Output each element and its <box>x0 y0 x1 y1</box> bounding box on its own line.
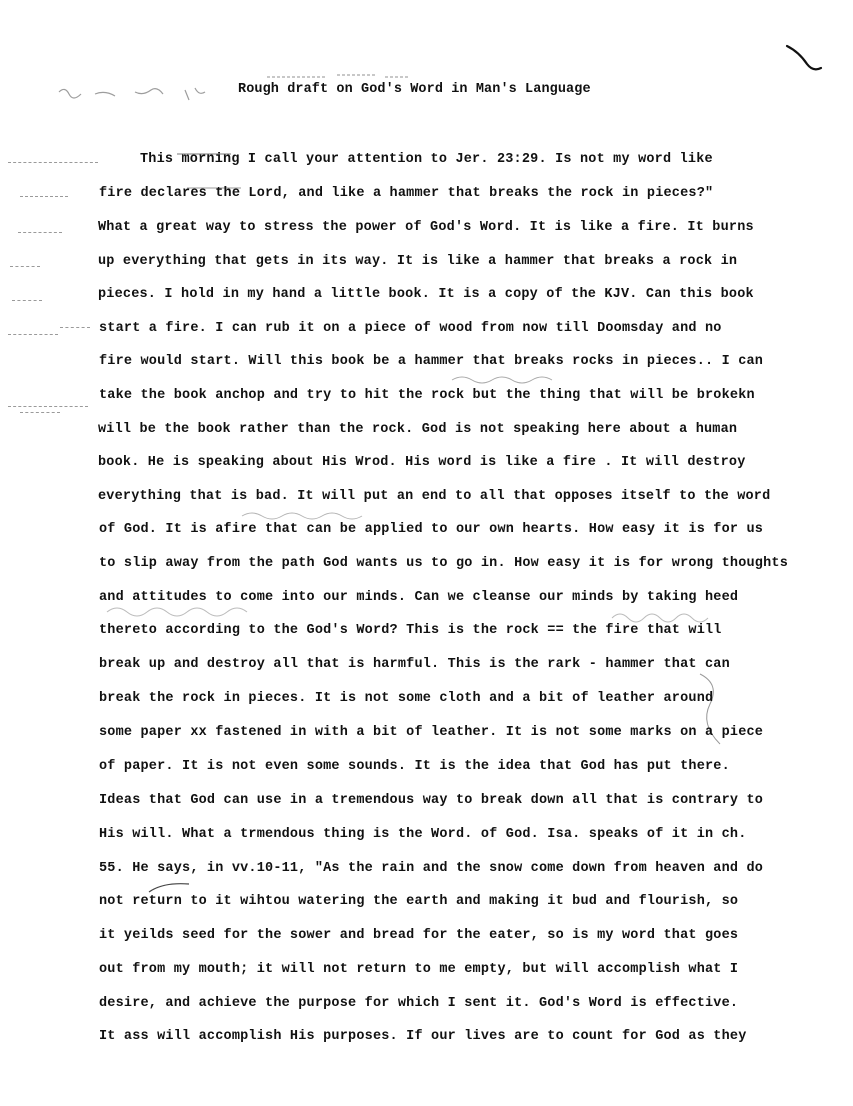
margin-mark <box>8 334 58 335</box>
margin-mark <box>12 300 42 301</box>
faint-handwriting-icon <box>450 372 580 386</box>
text-line: thereto according to the God's Word? This is the rock == the fire that will <box>99 623 722 638</box>
text-line: pieces. I hold in my hand a little book. It is a copy of the KJV. Can this book <box>98 287 754 302</box>
text-line: not return to it wihtou watering the earth and making it bud and flourish, so <box>99 894 739 909</box>
faint-handwriting-icon <box>55 82 225 108</box>
text-line: This morning I call your attention to Jer. 23:29. Is not my word like <box>140 152 713 167</box>
text-line: fire declares the Lord, and like a hammer that breaks the rock in pieces?" <box>99 186 714 201</box>
text-line: fire would start. Will this book be a hammer that breaks rocks in pieces.. I can <box>99 354 764 369</box>
margin-mark <box>8 162 98 163</box>
text-line: book. He is speaking about His Wrod. His word is like a fire . It will destroy <box>98 455 746 470</box>
text-line: break up and destroy all that is harmful. This is the rark - hammer that can <box>99 657 730 672</box>
text-line: it yeilds seed for the sower and bread for the eater, so is my word that goes <box>99 928 739 943</box>
text-line: Ideas that God can use in a tremendous way to break down all that is contrary to <box>99 793 764 808</box>
text-line: desire, and achieve the purpose for which I sent it. God's Word is effective. <box>99 996 739 1011</box>
text-line: start a fire. I can rub it on a piece of wood from now till Doomsday and no <box>99 321 722 336</box>
margin-mark <box>60 327 90 328</box>
margin-mark <box>8 406 88 407</box>
text-line: What a great way to stress the power of God's Word. It is like a fire. It burns <box>98 220 754 235</box>
margin-mark <box>18 232 62 233</box>
text-line: some paper xx fastened in with a bit of leather. It is not some marks on a piece <box>99 725 764 740</box>
faint-handwriting-icon <box>240 508 400 522</box>
margin-mark <box>10 266 40 267</box>
text-line: will be the book rather than the rock. God is not speaking here about a human <box>98 422 738 437</box>
text-line: take the book anchop and try to hit the rock but the thing that will be brokekn <box>99 388 755 403</box>
text-line: out from my mouth; it will not return to me empty, but will accomplish what I <box>99 962 739 977</box>
margin-mark <box>20 412 60 413</box>
margin-mark <box>20 196 68 197</box>
text-line: break the rock in pieces. It is not some cloth and a bit of leather around <box>99 691 714 706</box>
text-line: His will. What a trmendous thing is the Word. of God. Isa. speaks of it in ch. <box>99 827 747 842</box>
text-line: to slip away from the path God wants us to go in. How easy it is for wrong thoughts <box>99 556 789 571</box>
text-line: everything that is bad. It will put an end to all that opposes itself to the word <box>98 489 771 504</box>
text-line: and attitudes to come into our minds. Can we cleanse our minds by taking heed <box>99 590 739 605</box>
text-line: up everything that gets in its way. It is like a hammer that breaks a rock in <box>98 254 738 269</box>
text-line: of paper. It is not even some sounds. It is the idea that God has put there. <box>99 759 730 774</box>
document-title: Rough draft on God's Word in Man's Language <box>238 82 591 97</box>
text-line: 55. He says, in vv.10-11, "As the rain and the snow come down from heaven and do <box>99 861 764 876</box>
text-line: of God. It is afire that can be applied to our own hearts. How easy it is for us <box>99 522 764 537</box>
pen-mark-icon <box>785 42 825 82</box>
text-line: It ass will accomplish His purposes. If our lives are to count for God as they <box>99 1029 747 1044</box>
